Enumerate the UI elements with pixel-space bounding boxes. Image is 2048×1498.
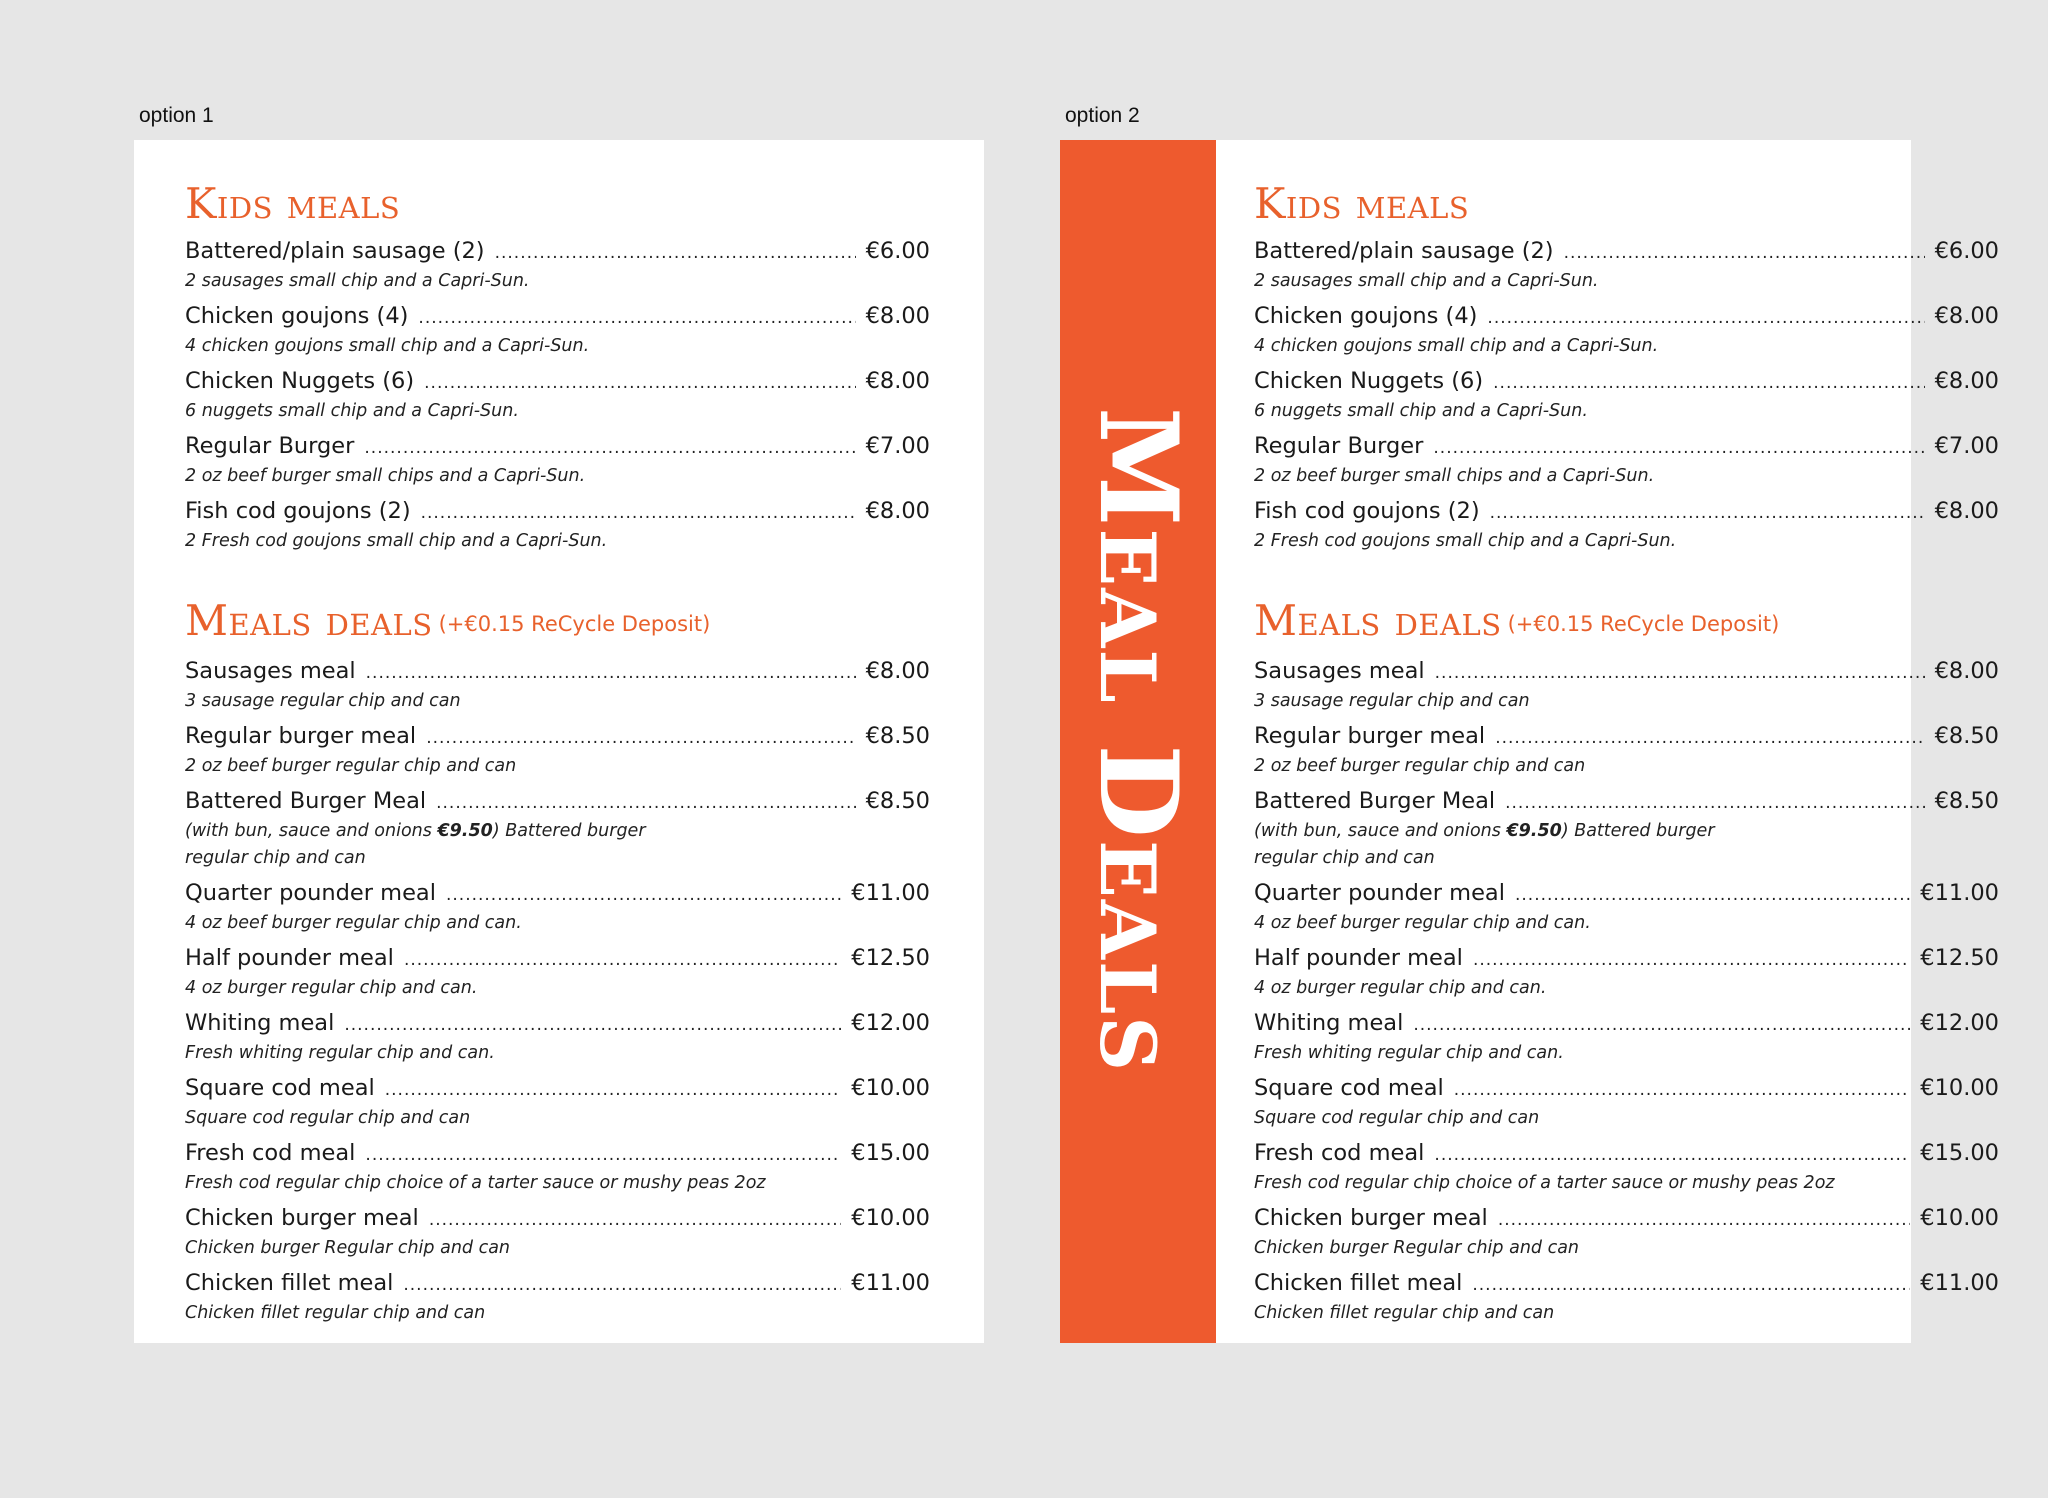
- item-description: 4 oz burger regular chip and can.: [1254, 978, 1547, 998]
- item-price: €8.00: [865, 368, 930, 394]
- menu-item: [185, 1067, 930, 1132]
- dot-leader: [424, 366, 855, 400]
- item-name: Quarter pounder meal: [185, 880, 436, 906]
- dot-leader: [1435, 656, 1925, 690]
- item-name: Battered Burger Meal: [1254, 788, 1496, 814]
- item-price: €8.00: [865, 498, 930, 524]
- item-name: Sausages meal: [1254, 658, 1425, 684]
- item-name: Regular burger meal: [1254, 723, 1486, 749]
- menu-panel-option-1: [134, 140, 984, 1343]
- item-price: €12.50: [1920, 945, 1999, 971]
- dot-leader: [418, 301, 855, 335]
- item-price: €8.00: [865, 658, 930, 684]
- item-price: €12.00: [1920, 1010, 1999, 1036]
- item-name: Fresh cod meal: [185, 1140, 356, 1166]
- menu-item: [1254, 872, 1999, 937]
- item-price: €8.50: [865, 788, 930, 814]
- item-name: Regular Burger: [185, 433, 355, 459]
- item-price: €8.00: [865, 303, 930, 329]
- item-description: Square cod regular chip and can: [1254, 1108, 1540, 1128]
- item-name: Battered/plain sausage (2): [1254, 238, 1554, 264]
- dot-leader: [495, 236, 856, 270]
- dot-leader: [1564, 236, 1925, 270]
- item-price: €11.00: [851, 880, 930, 906]
- item-description: (with bun, sauce and onions €9.50) Battered burger: [1254, 821, 1715, 841]
- item-price: €7.00: [865, 433, 930, 459]
- menu-item: [185, 872, 930, 937]
- item-name: Regular burger meal: [185, 723, 417, 749]
- item-description: 2 sausages small chip and a Capri-Sun.: [185, 271, 530, 291]
- item-description: 2 oz beef burger regular chip and can: [185, 756, 517, 776]
- item-price: €8.50: [865, 723, 930, 749]
- menu-item: [185, 650, 930, 715]
- dot-leader: [1493, 366, 1924, 400]
- item-price: €15.00: [1920, 1140, 1999, 1166]
- dot-leader: [436, 786, 855, 820]
- dot-leader: [1473, 943, 1910, 977]
- item-price: €10.00: [851, 1075, 930, 1101]
- item-description: 6 nuggets small chip and a Capri-Sun.: [1254, 401, 1588, 421]
- meal-deals-heading: [185, 595, 930, 650]
- item-price: €11.00: [1920, 1270, 1999, 1296]
- item-description: 3 sausage regular chip and can: [185, 691, 461, 711]
- kids-meals-list: [185, 230, 930, 555]
- dot-leader: [1490, 496, 1925, 530]
- menu-item: [185, 1002, 930, 1067]
- item-description: Fresh cod regular chip choice of a tarter sauce or mushy peas 2oz: [1254, 1173, 1835, 1193]
- meal-deals-title: Meals deals: [1254, 596, 1502, 645]
- dot-leader: [1495, 721, 1924, 755]
- item-name: Battered Burger Meal: [185, 788, 427, 814]
- item-name: Chicken fillet meal: [1254, 1270, 1463, 1296]
- menu-item: [1254, 1197, 1999, 1262]
- menu-item: [185, 1197, 930, 1262]
- item-name: Half pounder meal: [185, 945, 394, 971]
- item-price: €10.00: [851, 1205, 930, 1231]
- item-description: 3 sausage regular chip and can: [1254, 691, 1530, 711]
- menu-item: [1254, 230, 1999, 295]
- dot-leader: [366, 656, 856, 690]
- item-description: Fresh whiting regular chip and can.: [185, 1043, 495, 1063]
- item-description: (with bun, sauce and onions €9.50) Battered burger: [185, 821, 646, 841]
- menu-item: [1254, 490, 1999, 555]
- dot-leader: [344, 1008, 841, 1042]
- item-description: Chicken burger Regular chip and can: [1254, 1238, 1580, 1258]
- menu-content: [1254, 178, 1999, 1327]
- kids-meals-heading: Kids meals: [1254, 179, 1470, 228]
- dot-leader: [421, 496, 856, 530]
- item-description: Chicken fillet regular chip and can: [185, 1303, 486, 1323]
- menu-item: [1254, 715, 1999, 780]
- kids-meals-list: [1254, 230, 1999, 555]
- dot-leader: [1505, 786, 1924, 820]
- item-price: €6.00: [865, 238, 930, 264]
- menu-item: [185, 230, 930, 295]
- item-name: Half pounder meal: [1254, 945, 1463, 971]
- meal-deals-title: Meals deals: [185, 596, 433, 645]
- item-description-line-2: regular chip and can: [1254, 848, 1435, 868]
- item-name: Fish cod goujons (2): [1254, 498, 1480, 524]
- meal-deals-list: [1254, 650, 1999, 1327]
- menu-item: [185, 715, 930, 780]
- menu-item: [185, 1132, 930, 1197]
- item-name: Fish cod goujons (2): [185, 498, 411, 524]
- item-name: Chicken fillet meal: [185, 1270, 394, 1296]
- item-description: 4 chicken goujons small chip and a Capri-Sun.: [185, 336, 590, 356]
- item-description: 4 oz beef burger regular chip and can.: [1254, 913, 1591, 933]
- dot-leader: [446, 878, 841, 912]
- item-description: Square cod regular chip and can: [185, 1108, 471, 1128]
- item-name: Sausages meal: [185, 658, 356, 684]
- item-name: Fresh cod meal: [1254, 1140, 1425, 1166]
- menu-item: [185, 360, 930, 425]
- item-price: €8.00: [1934, 368, 1999, 394]
- kids-meals-heading: Kids meals: [185, 179, 401, 228]
- menu-item: [1254, 1002, 1999, 1067]
- dot-leader: [1515, 878, 1910, 912]
- item-price: €12.00: [851, 1010, 930, 1036]
- item-description: 2 oz beef burger small chips and a Capri-Sun.: [185, 466, 586, 486]
- item-description: 2 Fresh cod goujons small chip and a Capri-Sun.: [1254, 531, 1677, 551]
- item-price: €6.00: [1934, 238, 1999, 264]
- item-alt-price: €9.50: [437, 821, 493, 841]
- dot-leader: [364, 431, 855, 465]
- dot-leader: [1434, 1138, 1910, 1172]
- item-name: Regular Burger: [1254, 433, 1424, 459]
- item-price: €12.50: [851, 945, 930, 971]
- item-name: Square cod meal: [1254, 1075, 1444, 1101]
- menu-item: [1254, 425, 1999, 490]
- item-name: Chicken burger meal: [1254, 1205, 1488, 1231]
- item-name: Whiting meal: [1254, 1010, 1404, 1036]
- item-price: €15.00: [851, 1140, 930, 1166]
- dot-leader: [1487, 301, 1924, 335]
- dot-leader: [1454, 1073, 1911, 1107]
- item-description: 2 sausages small chip and a Capri-Sun.: [1254, 271, 1599, 291]
- item-price: €11.00: [851, 1270, 930, 1296]
- option-2-label: option 2: [1065, 104, 1140, 127]
- menu-item: [1254, 1067, 1999, 1132]
- item-price: €7.00: [1934, 433, 1999, 459]
- meal-deals-heading: [1254, 595, 1999, 650]
- meal-deals-list: [185, 650, 930, 1327]
- item-name: Chicken Nuggets (6): [185, 368, 415, 394]
- item-name: Chicken goujons (4): [185, 303, 409, 329]
- item-description: Chicken burger Regular chip and can: [185, 1238, 511, 1258]
- item-name: Whiting meal: [185, 1010, 335, 1036]
- menu-item: [1254, 1132, 1999, 1197]
- menu-item: [1254, 780, 1999, 872]
- recycle-deposit-note: (+€0.15 ReCycle Deposit): [1507, 612, 1780, 636]
- item-description: Chicken fillet regular chip and can: [1254, 1303, 1555, 1323]
- dot-leader: [1433, 431, 1924, 465]
- menu-item: [185, 295, 930, 360]
- menu-content: [185, 178, 930, 1327]
- item-description: Fresh whiting regular chip and can.: [1254, 1043, 1564, 1063]
- meal-deals-side-band: [1060, 140, 1216, 1343]
- item-description: 6 nuggets small chip and a Capri-Sun.: [185, 401, 519, 421]
- item-price: €10.00: [1920, 1205, 1999, 1231]
- side-band-title: Meal Deals: [1075, 406, 1201, 1074]
- item-price: €8.00: [1934, 303, 1999, 329]
- dot-leader: [385, 1073, 842, 1107]
- item-name: Chicken burger meal: [185, 1205, 419, 1231]
- item-description: 2 oz beef burger regular chip and can: [1254, 756, 1586, 776]
- recycle-deposit-note: (+€0.15 ReCycle Deposit): [438, 612, 711, 636]
- menu-item: [185, 1262, 930, 1327]
- menu-item: [1254, 295, 1999, 360]
- menu-panel-option-2: [1060, 140, 1999, 1343]
- item-description: 2 Fresh cod goujons small chip and a Capri-Sun.: [185, 531, 608, 551]
- menu-item: [185, 937, 930, 1002]
- item-price: €8.00: [1934, 498, 1999, 524]
- dot-leader: [365, 1138, 841, 1172]
- item-price: €10.00: [1920, 1075, 1999, 1101]
- menu-item: [1254, 1262, 1999, 1327]
- menu-item: [1254, 650, 1999, 715]
- item-description-line-2: regular chip and can: [185, 848, 366, 868]
- menu-item: [185, 425, 930, 490]
- menu-item: [185, 780, 930, 872]
- item-name: Square cod meal: [185, 1075, 375, 1101]
- item-name: Quarter pounder meal: [1254, 880, 1505, 906]
- dot-leader: [1413, 1008, 1910, 1042]
- item-price: €8.50: [1934, 788, 1999, 814]
- item-name: Battered/plain sausage (2): [185, 238, 485, 264]
- item-price: €8.50: [1934, 723, 1999, 749]
- menu-item: [185, 490, 930, 555]
- dot-leader: [403, 1268, 841, 1302]
- item-price: €11.00: [1920, 880, 1999, 906]
- menu-item: [1254, 937, 1999, 1002]
- menu-item: [1254, 360, 1999, 425]
- item-alt-price: €9.50: [1506, 821, 1562, 841]
- item-name: Chicken goujons (4): [1254, 303, 1478, 329]
- item-description: 4 oz beef burger regular chip and can.: [185, 913, 522, 933]
- item-description: 4 chicken goujons small chip and a Capri-Sun.: [1254, 336, 1659, 356]
- dot-leader: [404, 943, 841, 977]
- dot-leader: [1472, 1268, 1910, 1302]
- item-name: Chicken Nuggets (6): [1254, 368, 1484, 394]
- item-description: 4 oz burger regular chip and can.: [185, 978, 478, 998]
- dot-leader: [426, 721, 855, 755]
- dot-leader: [1498, 1203, 1910, 1237]
- dot-leader: [429, 1203, 841, 1237]
- item-price: €8.00: [1934, 658, 1999, 684]
- item-description: 2 oz beef burger small chips and a Capri-Sun.: [1254, 466, 1655, 486]
- item-description: Fresh cod regular chip choice of a tarter sauce or mushy peas 2oz: [185, 1173, 766, 1193]
- option-1-label: option 1: [139, 104, 214, 127]
